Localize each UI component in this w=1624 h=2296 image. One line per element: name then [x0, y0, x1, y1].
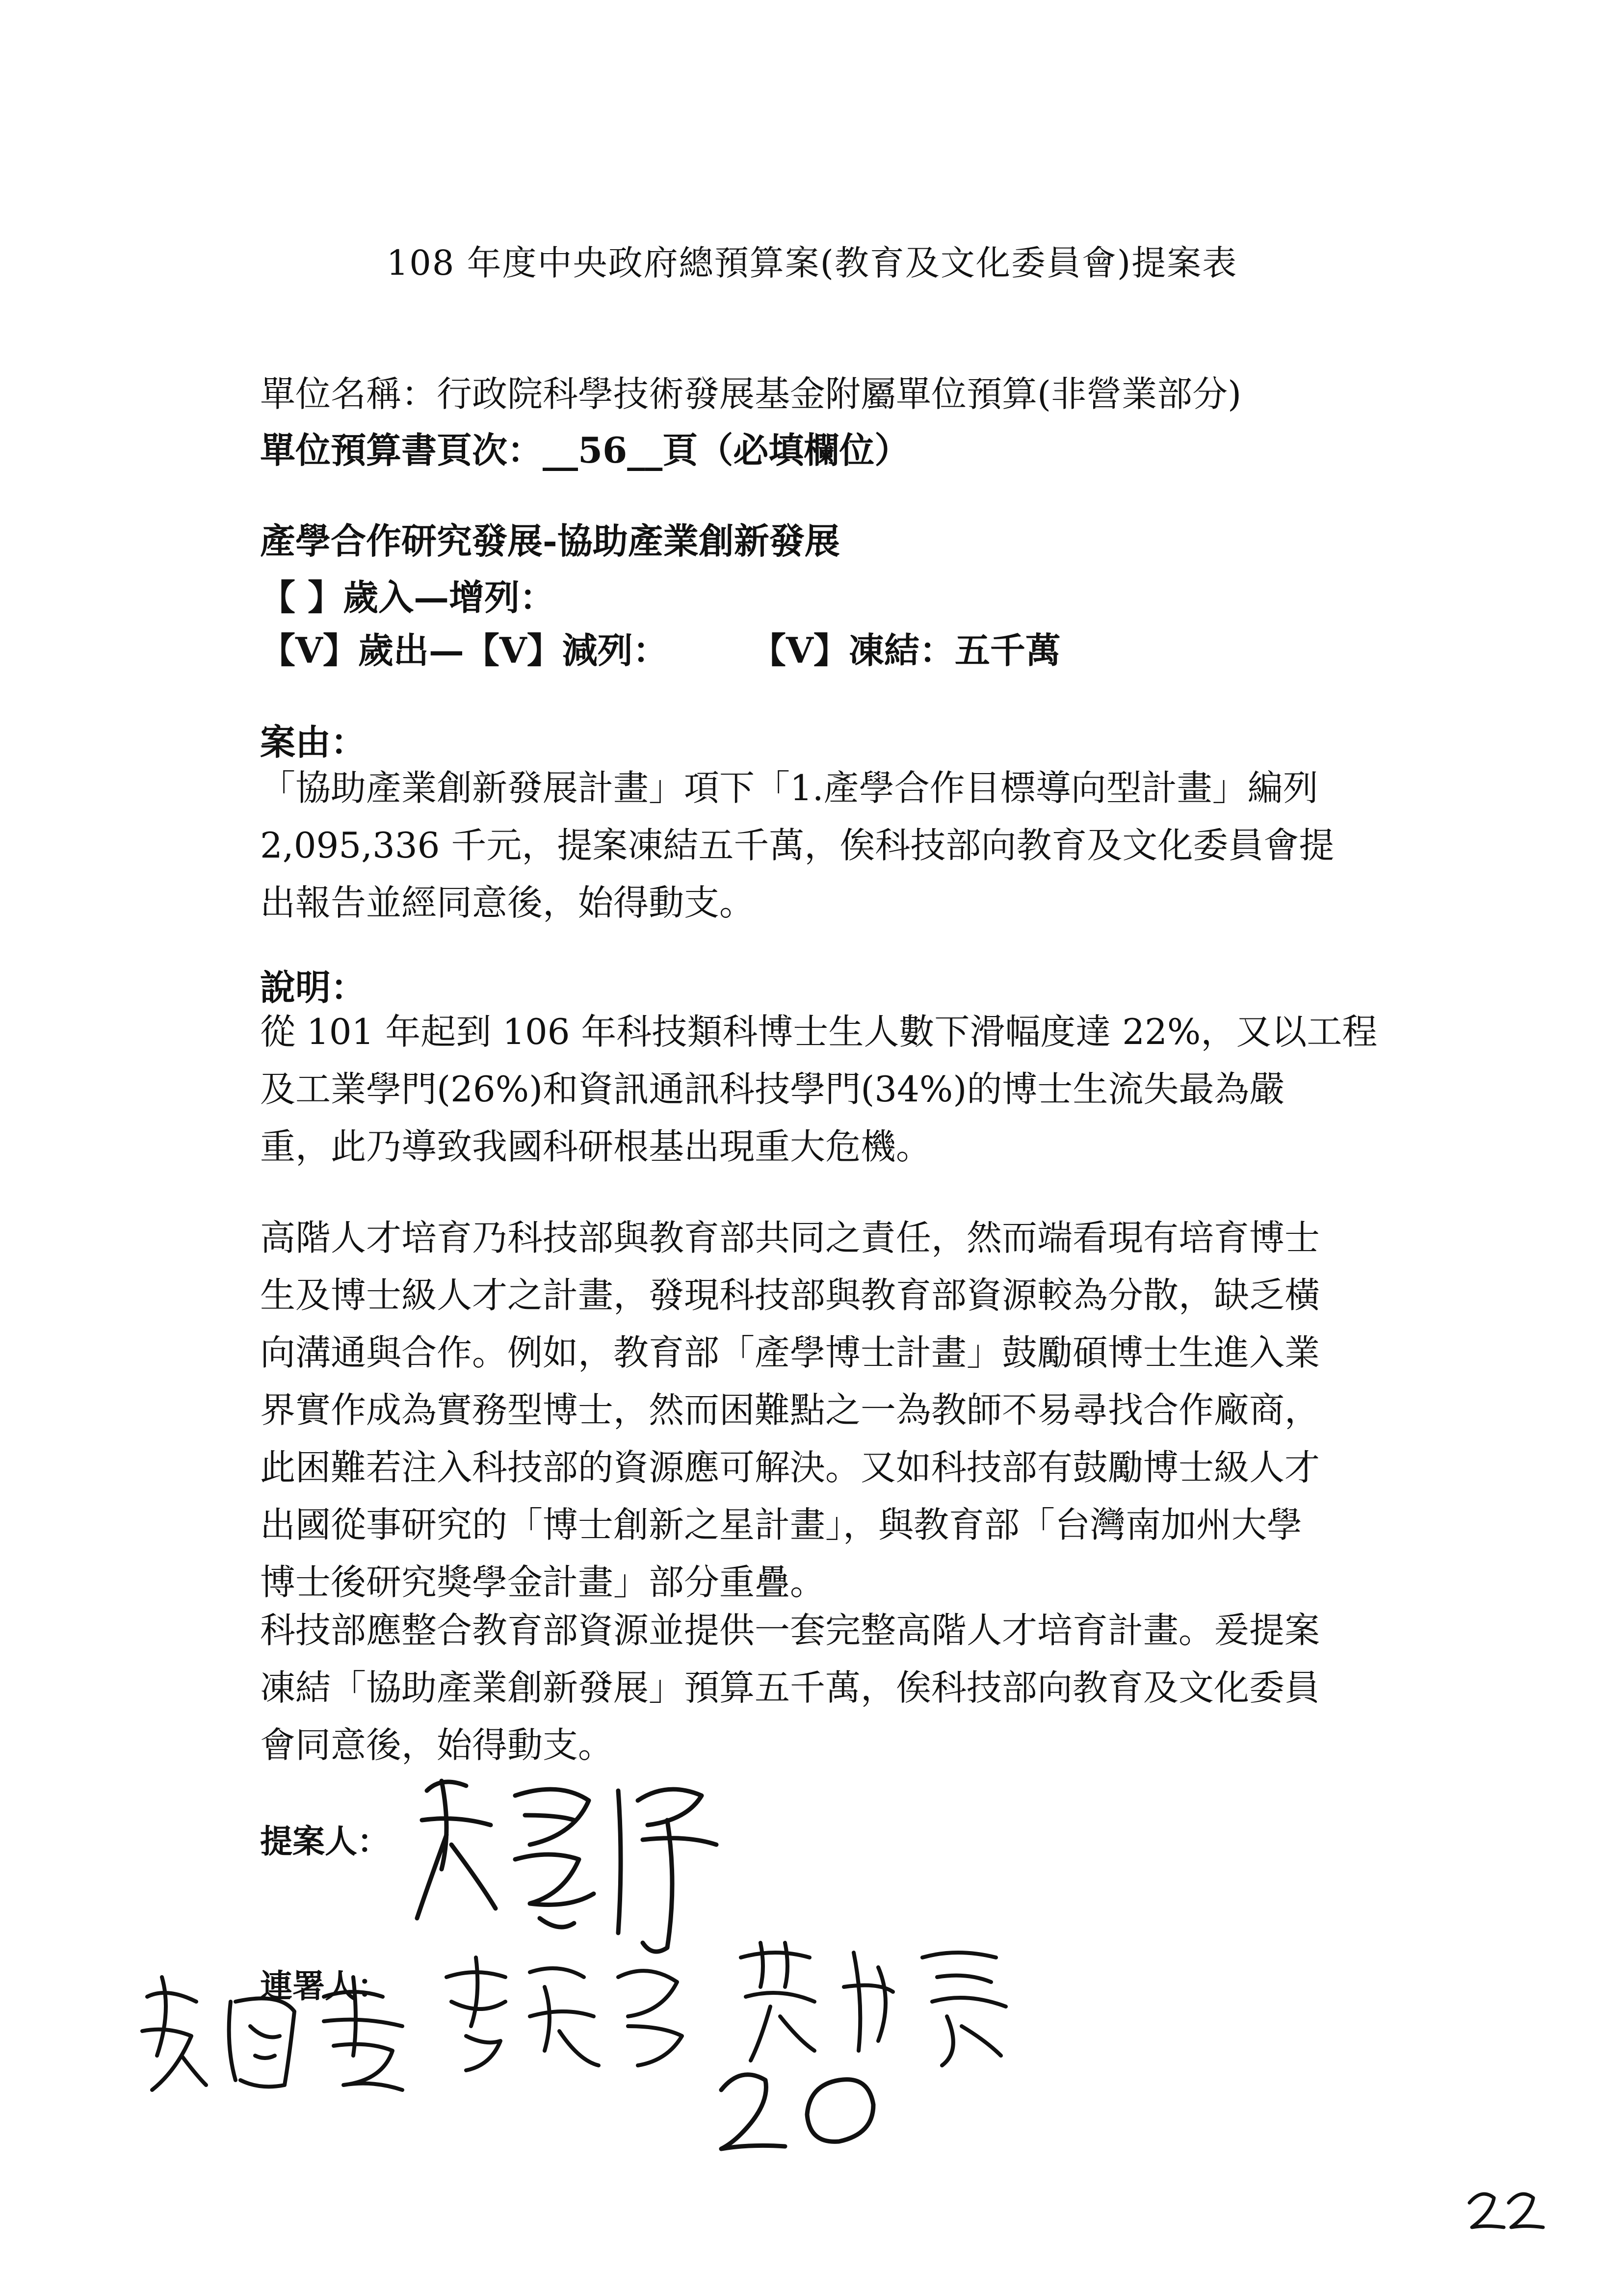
explanation-line: 會同意後，始得動支。	[260, 1724, 614, 1766]
proposer-signature	[412, 1761, 765, 1967]
explanation-line: 凍結「協助產業創新發展」預算五千萬，俟科技部向教育及文化委員	[260, 1667, 1320, 1708]
explanation-line: 出國從事研究的「博士創新之星計畫」，與教育部「台灣南加州大學	[260, 1504, 1303, 1545]
explanation-heading: 說明：	[260, 966, 367, 1008]
reason-line: 出報告並經同意後，始得動支。	[260, 882, 755, 923]
explanation-paragraph-1	[260, 1003, 1403, 1175]
explanation-line: 此困難若注入科技部的資源應可解決。又如科技部有鼓勵博士級人才	[260, 1447, 1320, 1488]
unit-page-reference: 單位預算書頁次：__56__頁（必填欄位）	[260, 429, 910, 471]
explanation-line: 向溝通與合作。例如，教育部「產學博士計畫」鼓勵碩博士生進入業	[260, 1332, 1320, 1373]
explanation-line: 從 101 年起到 106 年科技類科博士生人數下滑幅度達 22%，又以工程	[260, 1011, 1378, 1052]
revenue-line: 【 】歲入—增列：	[260, 576, 555, 618]
explanation-paragraph-3	[260, 1602, 1403, 1774]
handwritten-number	[711, 2061, 898, 2159]
program-title: 產學合作研究發展-協助產業創新發展	[260, 520, 840, 562]
expense-line: 【V】歲出—【V】減列：	[260, 629, 668, 671]
explanation-line: 及工業學門(26%)和資訊通訊科技學門(34%)的博士生流失最為嚴	[260, 1069, 1285, 1110]
explanation-line: 科技部應整合教育部資源並提供一套完整高階人才培育計畫。爰提案	[260, 1610, 1320, 1651]
cosigner-signature-1	[137, 1957, 432, 2105]
explanation-line: 重，此乃導致我國科研根基出現重大危機。	[260, 1126, 932, 1167]
explanation-line: 生及博士級人才之計畫，發現科技部與教育部資源較為分散，缺乏橫	[260, 1275, 1320, 1316]
explanation-paragraph-2	[260, 1209, 1403, 1611]
freeze-line: 【V】凍結：五千萬	[751, 629, 1061, 671]
document-title: 108 年度中央政府總預算案(教育及文化委員會)提案表	[386, 243, 1238, 283]
explanation-line: 界實作成為實務型博士，然而困難點之一為教師不易尋找合作廠商，	[260, 1389, 1320, 1431]
reason-line: 「協助產業創新發展計畫」項下「1.產學合作目標導向型計畫」編列	[260, 767, 1318, 809]
cosigner-label: 連署人：	[260, 1967, 390, 2005]
reason-heading: 案由：	[260, 721, 367, 763]
reason-paragraph	[260, 759, 1403, 932]
proposer-label: 提案人：	[260, 1822, 390, 1860]
explanation-line: 博士後研究獎學金計畫」部分重疊。	[260, 1562, 826, 1603]
reason-line: 2,095,336 千元，提案凍結五千萬，俟科技部向教育及文化委員會提	[260, 825, 1335, 866]
cosigner-signature-2	[432, 1943, 697, 2080]
page-number	[1462, 2183, 1550, 2237]
unit-name: 單位名稱：行政院科學技術發展基金附屬單位預算(非營業部分)	[260, 373, 1242, 415]
explanation-line: 高階人才培育乃科技部與教育部共同之責任，然而端看現有培育博士	[260, 1217, 1320, 1258]
cosigner-signature-3	[731, 1928, 1025, 2075]
